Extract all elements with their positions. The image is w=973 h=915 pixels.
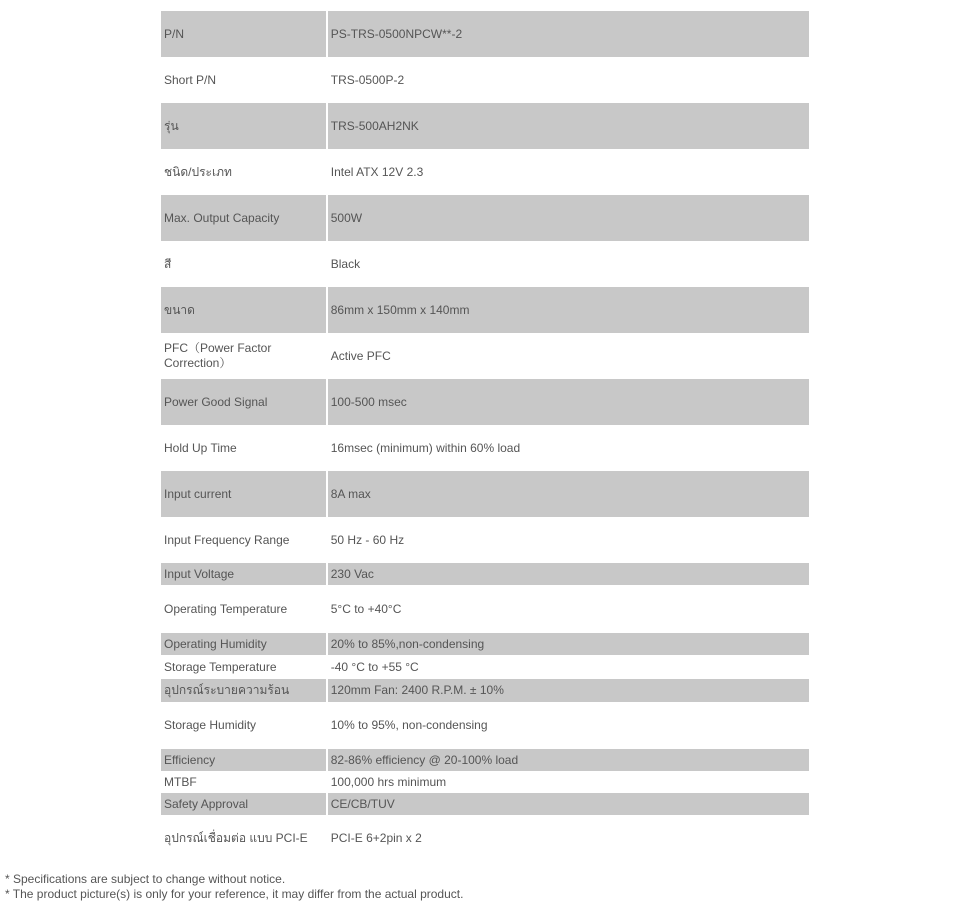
spec-value: PS-TRS-0500NPCW**-2 [328, 11, 809, 57]
spec-value: 50 Hz - 60 Hz [330, 532, 405, 547]
spec-row [161, 195, 809, 241]
spec-label: Power Good Signal [161, 379, 327, 425]
spec-label: รุ่น [161, 103, 327, 149]
spec-label: ชนิด/ประเภท [164, 164, 232, 179]
spec-value: PCI-E 6+2pin x 2 [330, 830, 422, 845]
spec-label: Input Voltage [161, 563, 327, 585]
spec-row [161, 149, 809, 195]
spec-value: Active PFC [330, 348, 391, 363]
spec-value: 20% to 85%,non-condensing [328, 633, 809, 655]
spec-row [161, 655, 809, 679]
spec-row [161, 425, 809, 471]
spec-label: Safety Approval [161, 793, 327, 815]
spec-value: CE/CB/TUV [328, 793, 809, 815]
footnote-specs-change: * Specifications are subject to change without notice. [5, 872, 286, 886]
spec-label: Operating Temperature [164, 601, 288, 616]
spec-value: 500W [328, 195, 809, 241]
spec-value: Intel ATX 12V 2.3 [330, 164, 424, 179]
spec-label: Hold Up Time [164, 440, 237, 455]
spec-label: ขนาด [161, 287, 327, 333]
spec-label: Short P/N [164, 72, 217, 87]
spec-row [161, 379, 809, 425]
spec-row [161, 333, 809, 379]
spec-row [161, 749, 809, 771]
spec-value: Black [330, 256, 361, 271]
spec-table [161, 11, 809, 861]
spec-value: 86mm x 150mm x 140mm [328, 287, 809, 333]
spec-value: -40 °C to +55 °C [330, 659, 419, 674]
spec-label: Efficiency [161, 749, 327, 771]
spec-value: 10% to 95%, non-condensing [330, 718, 488, 732]
spec-row [161, 679, 809, 702]
spec-label: Operating Humidity [161, 633, 327, 655]
spec-value: TRS-500AH2NK [328, 103, 809, 149]
spec-value: TRS-0500P-2 [330, 72, 405, 87]
spec-value: 8A max [328, 471, 809, 517]
spec-row [161, 517, 809, 563]
spec-row [161, 563, 809, 585]
spec-label: Storage Temperature [164, 659, 277, 674]
spec-value: 120mm Fan: 2400 R.P.M. ± 10% [328, 679, 809, 702]
spec-row [161, 11, 809, 57]
spec-label: MTBF [164, 774, 197, 789]
spec-label: Storage Humidity [164, 718, 257, 732]
spec-row [161, 287, 809, 333]
spec-row [161, 771, 809, 793]
spec-row [161, 241, 809, 287]
spec-row [161, 815, 809, 861]
spec-label: Input Frequency Range [164, 532, 290, 547]
spec-label: Input current [161, 471, 327, 517]
spec-label: อุปกรณ์ระบายความร้อน [161, 679, 327, 702]
spec-row [161, 103, 809, 149]
spec-row [161, 585, 809, 633]
spec-value: 100-500 msec [328, 379, 809, 425]
spec-row [161, 702, 809, 749]
spec-label: อุปกรณ์เชื่อมต่อ แบบ PCI-E [164, 830, 308, 845]
spec-value: 230 Vac [328, 563, 809, 585]
spec-label: สี [164, 256, 172, 271]
spec-label: Max. Output Capacity [161, 195, 327, 241]
spec-row [161, 633, 809, 655]
spec-value: 5°C to +40°C [330, 601, 402, 616]
footnotes [5, 872, 463, 902]
spec-label: P/N [161, 11, 327, 57]
spec-label: PFC（Power Factor Correction） [164, 341, 272, 370]
spec-value: 16msec (minimum) within 60% load [330, 440, 521, 455]
spec-value: 100,000 hrs minimum [330, 774, 447, 789]
footnote-picture-reference: * The product picture(s) is only for your reference, it may differ from the actual product. [5, 887, 464, 901]
spec-row [161, 793, 809, 815]
spec-row [161, 57, 809, 103]
spec-value: 82-86% efficiency @ 20-100% load [328, 749, 809, 771]
spec-row [161, 471, 809, 517]
